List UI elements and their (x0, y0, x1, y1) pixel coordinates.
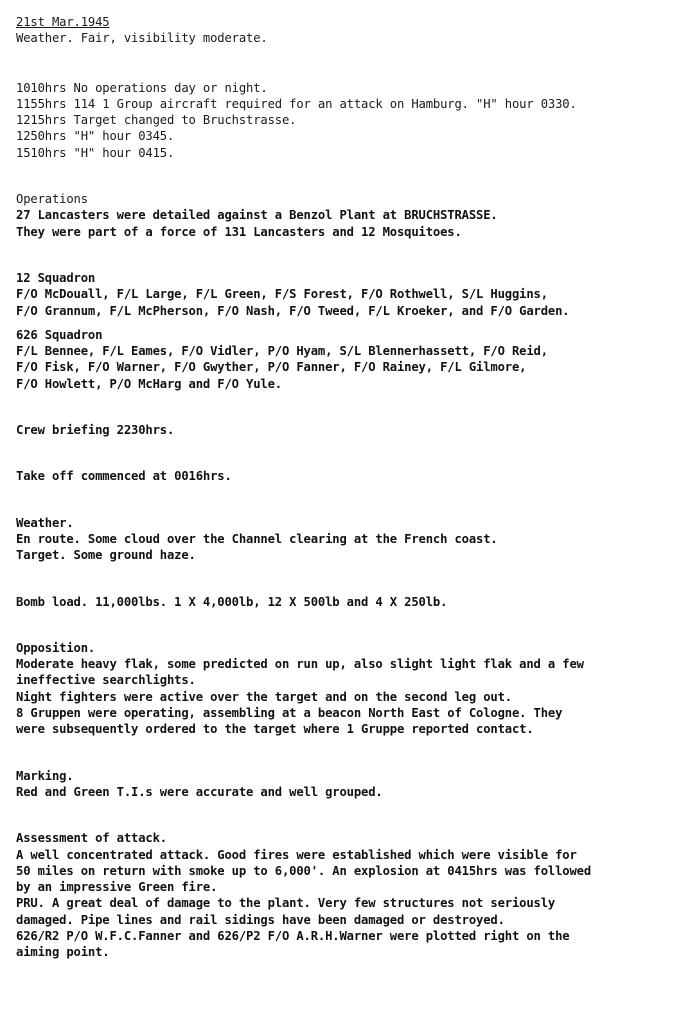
opposition-line: ineffective searchlights. (16, 673, 196, 688)
weather-heading: Weather. (16, 515, 74, 530)
opposition-line: Moderate heavy flak, some predicted on run up, also slight light flak and a few (16, 657, 584, 672)
assessment-line: PRU. A great deal of damage to the plant. Very few structures not seriously (16, 896, 556, 911)
opposition-heading: Opposition. (16, 640, 96, 655)
log-entry: 1215hrs Target changed to Bruchstrasse. (16, 113, 297, 128)
log-entry: 1155hrs 114 1 Group aircraft required for an attack on Hamburg. "H" hour 0330. (16, 96, 577, 111)
squadron-626-section (16, 327, 666, 392)
assessment-line: aiming point. (16, 945, 110, 960)
operations-line: 27 Lancasters were detailed against a Benzol Plant at BRUCHSTRASSE. (16, 208, 498, 223)
operations-section (16, 191, 666, 240)
log-entry: 1510hrs "H" hour 0415. (16, 145, 175, 160)
take-off-time: Take off commenced at 0016hrs. (16, 469, 232, 484)
squadron-12-heading: 12 Squadron (16, 270, 96, 285)
assessment-line: by an impressive Green fire. (16, 880, 218, 895)
crew-list-line: F/O Howlett, P/O McHarg and F/O Yule. (16, 376, 282, 391)
marking-line: Red and Green T.I.s were accurate and well grouped. (16, 784, 383, 799)
assessment-line: 626/R2 P/O W.F.C.Fanner and 626/P2 F/O A.R.H.Warner were plotted right on the (16, 928, 570, 943)
operations-line: They were part of a force of 131 Lancasters and 12 Mosquitoes. (16, 224, 462, 239)
opposition-line: 8 Gruppen were operating, assembling at a beacon North East of Cologne. They (16, 706, 563, 721)
record-date: 21st Mar.1945 (16, 15, 110, 29)
marking-heading: Marking. (16, 768, 74, 783)
operations-heading: Operations (16, 192, 88, 207)
crew-list-line: F/O McDouall, F/L Large, F/L Green, F/S Forest, F/O Rothwell, S/L Huggins, (16, 287, 548, 302)
weather-section (16, 515, 666, 564)
daily-weather-line: Weather. Fair, visibility moderate. (16, 31, 268, 46)
opposition-line: Night fighters were active over the target and on the second leg out. (16, 689, 512, 704)
crew-list-line: F/O Fisk, F/O Warner, F/O Gwyther, P/O Fanner, F/O Rainey, F/L Gilmore, (16, 360, 527, 375)
operations-record-page (16, 14, 666, 961)
time-log (16, 80, 666, 161)
crew-list-line: F/O Grannum, F/L McPherson, F/O Nash, F/O Tweed, F/L Kroeker, and F/O Garden. (16, 303, 570, 318)
assessment-heading: Assessment of attack. (16, 831, 167, 846)
log-entry: 1010hrs No operations day or night. (16, 80, 268, 95)
opposition-line: were subsequently ordered to the target where 1 Gruppe reported contact. (16, 722, 534, 737)
squadron-12-section (16, 270, 666, 319)
crew-list-line: F/L Bennee, F/L Eames, F/O Vidler, P/O Hyam, S/L Blennerhassett, F/O Reid, (16, 344, 548, 359)
assessment-line: A well concentrated attack. Good fires were established which were visible for (16, 847, 577, 862)
squadron-626-heading: 626 Squadron (16, 327, 103, 342)
weather-line: En route. Some cloud over the Channel clearing at the French coast. (16, 531, 498, 546)
marking-section (16, 768, 666, 801)
assessment-section (16, 830, 666, 960)
log-entry: 1250hrs "H" hour 0345. (16, 129, 175, 144)
weather-line: Target. Some ground haze. (16, 548, 196, 563)
opposition-section (16, 640, 666, 738)
assessment-line: 50 miles on return with smoke up to 6,000'. An explosion at 0415hrs was followed (16, 863, 591, 878)
crew-briefing: Crew briefing 2230hrs. (16, 423, 175, 438)
assessment-line: damaged. Pipe lines and rail sidings have been damaged or destroyed. (16, 912, 505, 927)
bomb-load: Bomb load. 11,000lbs. 1 X 4,000lb, 12 X 500lb and 4 X 250lb. (16, 594, 448, 609)
